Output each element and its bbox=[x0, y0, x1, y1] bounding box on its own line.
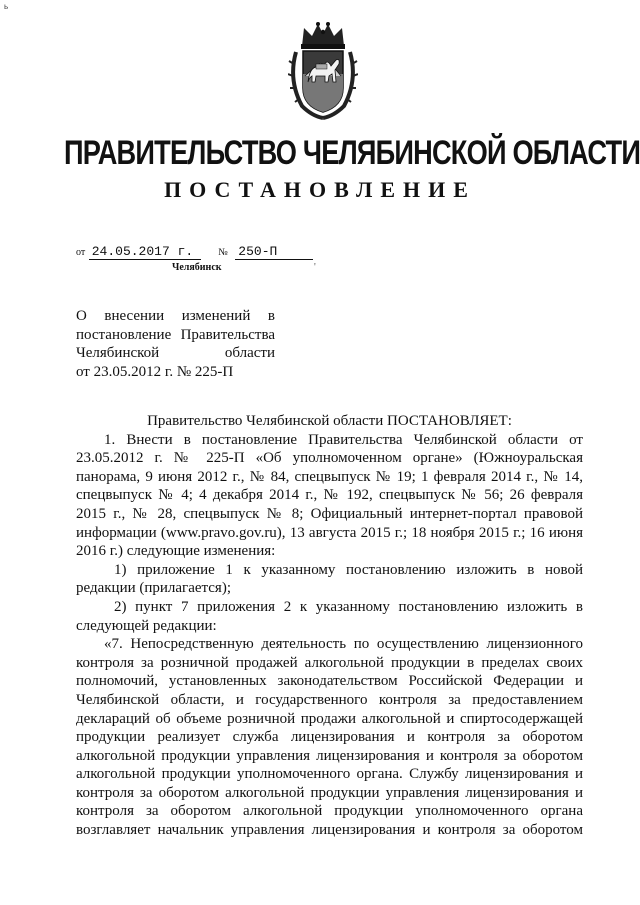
body-line: контроля за розничной продажей алкогольной продукции в пределах своих bbox=[76, 654, 583, 671]
body-line: контроля за оборотом алкогольной продукции уполномоченного органа bbox=[76, 803, 583, 820]
resolution-preamble: Правительство Челябинской области ПОСТАНОВЛЯЕТ: bbox=[147, 413, 512, 429]
body-line: информации (www.pravo.gov.ru), 13 августа 2015 г.; 18 ноября 2015 г.; 16 июня bbox=[76, 524, 583, 541]
subject-line: Челябинской области bbox=[76, 345, 275, 361]
body-line: контроля за оборотом алкогольной продукции управления лицензирования и bbox=[76, 784, 583, 801]
body-line: 1) приложение 1 к указанному постановлению изложить в новой bbox=[114, 561, 583, 578]
body-line: «7. Непосредственную деятельность по осуществлению лицензионного bbox=[104, 636, 583, 653]
body-line: 2015 г., № 28, спецвыпуск № 8; Официальный интернет-портал правовой bbox=[76, 505, 583, 522]
body-line: панорама, 9 июня 2012 г., № 84, спецвыпуск № 19; 1 февраля 2014 г., № 14, bbox=[76, 468, 583, 485]
body-line: возглавляет начальник управления лицензирования и контроля за оборотом bbox=[76, 822, 583, 839]
document-subject bbox=[76, 307, 275, 381]
body-line: 23.05.2012 г. № 225-П «Об уполномоченном органе» (Южноуральская bbox=[76, 450, 583, 467]
coat-of-arms-emblem bbox=[288, 20, 358, 120]
body-line: спецвыпуск № 4; 4 декабря 2014 г., № 192, спецвыпуск № 56; 26 февраля bbox=[76, 487, 583, 504]
document-type: ПОСТАНОВЛЕНИЕ bbox=[164, 177, 476, 202]
body-line: 1. Внести в постановление Правительства Челябинской области от bbox=[104, 431, 583, 448]
subject-line: постановление Правительства bbox=[76, 326, 275, 343]
document-body bbox=[76, 412, 583, 840]
subject-line: от 23.05.2012 г. № 225-П bbox=[76, 363, 234, 380]
body-line: продукции реализует служба лицензирования и контроля за оборотом bbox=[76, 729, 583, 746]
body-line: алкогольной продукции уполномоченного органа. Службу лицензирования и bbox=[76, 766, 583, 783]
body-line: 2) пункт 7 приложения 2 к указанному постановлению изложить в bbox=[114, 598, 583, 615]
document-date: 24.05.2017 г. bbox=[89, 245, 201, 260]
corner-mark: ь bbox=[4, 2, 9, 11]
body-line: алкогольной продукции управления лицензирования и контроля за оборотом bbox=[76, 747, 583, 764]
body-line: полномочий, установленных законодательством Российской Федерации и bbox=[76, 673, 583, 690]
subject-line: О внесении изменений в bbox=[76, 308, 275, 324]
body-line: следующей редакции: bbox=[76, 617, 217, 634]
body-line: 2016 г.) следующие изменения: bbox=[76, 543, 276, 560]
tick-mark: ' bbox=[314, 262, 316, 273]
number-sign: № bbox=[218, 247, 228, 258]
city-label: Челябинск bbox=[172, 262, 222, 273]
body-line: редакции (прилагается); bbox=[76, 580, 231, 597]
body-line: деклараций об объеме розничной продажи алкогольной и спиртосодержащей bbox=[76, 710, 583, 727]
government-title: ПРАВИТЕЛЬСТВО ЧЕЛЯБИНСКОЙ ОБЛАСТИ bbox=[64, 134, 640, 172]
body-line: Челябинской области, и государственного контроля за предоставлением bbox=[76, 691, 583, 708]
date-prefix: от bbox=[76, 247, 86, 258]
document-number: 250-П bbox=[235, 245, 313, 260]
registration-line bbox=[76, 244, 313, 260]
crown-icon bbox=[301, 22, 345, 49]
